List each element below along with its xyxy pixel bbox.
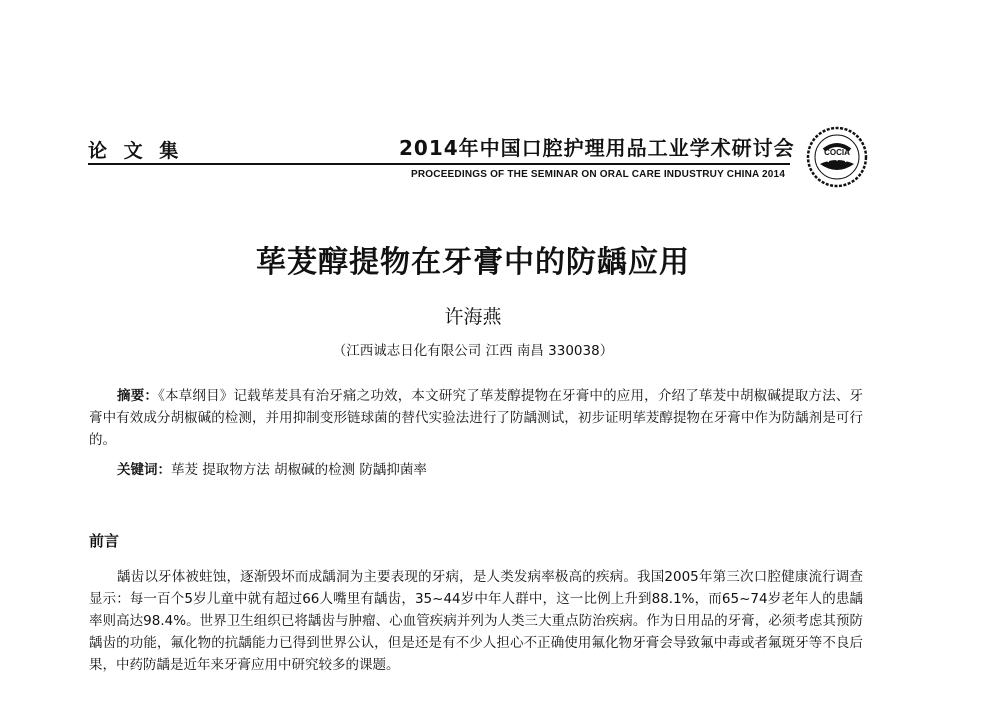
abstract-text: 《本草纲目》记载荜茇具有治牙痛之功效，本文研究了荜茇醇提物在牙膏中的应用，介绍了荜茇中胡椒碱提取方法、牙膏中有效成分胡椒碱的检测，并用抑制变形链球菌的替代实验法进行了防龋测试，初步证明荜茇醇提物在牙膏中作为防龋剂是可行的。: [89, 388, 864, 448]
header-divider: [88, 163, 790, 165]
intro-paragraph: 龋齿以牙体被蛀蚀，逐渐毁坏而成龋洞为主要表现的牙病，是人类发病率极高的疾病。我国2005年第三次口腔健康流行调查显示：每一百个5岁儿童中就有超过66人嘴里有龋齿，35~44岁中年人群中，这一比例上升到88.1%，而65~74岁老年人的患龋率则高达98.4%。世界卫生组织已将龋齿与肿瘤、心血管疾病并列为人类三大重点防治疾病。作为日用品的牙膏，必须考虑其预防龋齿的功能，氟化物的抗龋能力已得到世界公认，但是还是有不少人担心不正确使用氟化物牙膏会导致氟中毒或者氟斑牙等不良后果，中药防龋是近年来牙膏应用中研究较多的课题。: [89, 569, 863, 673]
cocia-logo-icon: [806, 126, 868, 188]
paper-title: 荜茇醇提物在牙膏中的防龋应用: [256, 245, 690, 280]
keywords-label: 关键词：: [117, 462, 171, 478]
abstract: [89, 385, 863, 451]
section-heading: 前言: [89, 532, 120, 550]
conference-subtitle: PROCEEDINGS OF THE SEMINAR ON ORAL CARE INDUSTRUY CHINA 2014: [411, 169, 786, 180]
conference-title: 2014年中国口腔护理用品工业学术研讨会: [399, 136, 795, 160]
author-name: 许海燕: [444, 306, 502, 328]
keywords: [89, 459, 863, 481]
section-label: 论 文 集: [88, 140, 184, 162]
abstract-label: 摘要：: [117, 388, 159, 404]
keywords-text: 荜茇 提取物方法 胡椒碱的检测 防龋抑菌率: [171, 462, 427, 478]
logo-text: COCIA: [824, 148, 850, 157]
author-affiliation: （江西诚志日化有限公司 江西 南昌 330038）: [332, 343, 614, 359]
